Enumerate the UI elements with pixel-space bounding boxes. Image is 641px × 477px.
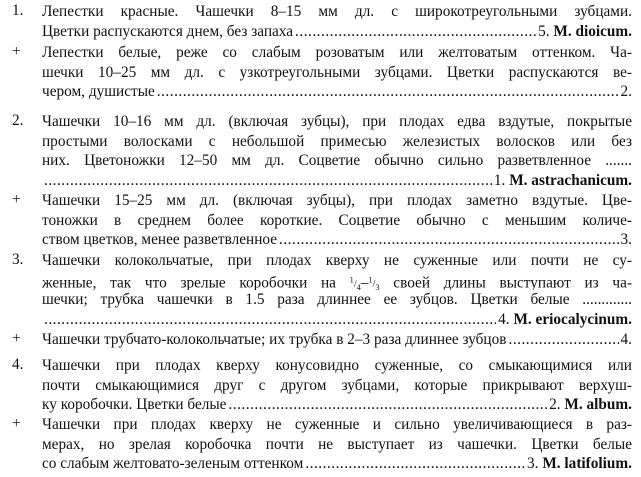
leader-dots <box>509 330 619 350</box>
entry-text-line: Чашечки при плодах кверху конусовидно суженные, со смыкающимися или <box>42 357 632 374</box>
entry-text-tail: со слабым желтовато-зеленым оттенком <box>42 455 304 472</box>
entry-text-line: шечки; трубка чашечки в 1.5 раза длиннее ее зубцов. Цветки белые ............. <box>42 291 632 308</box>
entry-lead-line <box>42 310 632 330</box>
entry-alternative-mark: + <box>12 330 21 347</box>
leader-dots <box>44 171 492 191</box>
leader-dots <box>44 310 496 330</box>
species-name: M. album. <box>564 396 632 413</box>
entry-reference <box>621 82 632 102</box>
entry-text-tail: чером, душистые <box>42 83 155 100</box>
entry-lead-line <box>42 395 632 415</box>
species-name: M. dioicum. <box>553 22 632 40</box>
entry-text-line: Лепестки белые, реже со слабым розоватым или желтоватым оттенком. Ча- <box>42 44 632 61</box>
entry-text-line: них. Цветоножки 12–50 мм дл. Соцветие обычно сильно разветвленное ....... <box>42 152 632 169</box>
leader-dots <box>157 82 619 102</box>
entry-text-line: почти смыкающимися друг с другом зубцами, которые прикрывают верхуш- <box>42 376 632 394</box>
entry-text-line: Чашечки 10–16 мм дл. (включая зубцы), при плодах едва вздутые, покрытые <box>42 113 632 130</box>
fraction-one-third: $^1/_3$ <box>368 275 380 290</box>
entry-reference <box>494 171 632 191</box>
entry-alternative-mark: + <box>12 415 21 432</box>
entry-number: 1. <box>12 2 24 19</box>
entry-text-tail: Чашечки трубчато-колокольчатые; их трубка в 2–3 раза длиннее зубцов <box>42 331 507 348</box>
entry-text-tail: ством цветков, менее разветвленное <box>42 231 278 248</box>
species-name: M. eriocalycinum. <box>513 310 632 328</box>
reference-number: 3. <box>620 231 632 248</box>
entry-text-line: тоножки в среднем более короткие. Соцветие обычно с меньшим количе- <box>42 211 632 229</box>
entry-text-line: Чашечки 15–25 мм дл. (включая зубцы), при плодах заметно вздутые. Цве- <box>42 192 632 209</box>
reference-number: 2. <box>549 396 561 413</box>
entry-lead-line <box>42 230 632 250</box>
entry-lead-line <box>42 171 632 191</box>
entry-alternative-mark: + <box>12 43 21 60</box>
leader-dots <box>279 230 619 250</box>
reference-number: 4. <box>498 310 510 328</box>
entry-lead-line <box>42 22 632 42</box>
entry-reference <box>498 310 632 330</box>
entry-text-line: простыми волосками с небольшой примесью железистых волосков или без <box>42 132 632 150</box>
leader-dots <box>305 454 525 474</box>
species-name: M. astrachanicum. <box>509 171 632 189</box>
reference-number: 3. <box>527 455 539 472</box>
entry-reference <box>549 395 632 415</box>
entry-text-line: мерах, но зрелая коробочка почти не выступает из чашечки. Цветки белые <box>42 435 632 453</box>
reference-number: 4. <box>620 331 632 348</box>
entry-text-tail: Цветки распускаются днем, без запаха <box>42 22 294 40</box>
entry-alternative-mark: + <box>12 191 21 208</box>
leader-dots <box>228 395 547 415</box>
reference-number: 5. <box>538 22 550 40</box>
entry-text-line-fraction: женные, так что зрелые коробочки на $^1/_4-^1/_3$ своей длины выступают из ча- <box>42 273 632 290</box>
species-name: M. latifolium. <box>542 455 632 472</box>
entry-text-line: Чашечки колокольчатые, при плодах кверху не суженные или почти не су- <box>42 252 632 269</box>
fraction-one-quarter: $^1/_4$ <box>349 275 361 290</box>
entry-reference <box>621 330 632 350</box>
reference-number: 2. <box>620 83 632 100</box>
entry-text-line: шечки 10–25 мм дл. с узкотреугольными зубцами. Цветки распускаются ве- <box>42 63 632 81</box>
entry-lead-line <box>42 454 632 474</box>
entry-text-tail: ку коробочки. Цветки белые <box>42 396 227 413</box>
entry-number: 2. <box>12 112 24 129</box>
reference-number: 1. <box>493 171 506 189</box>
entry-reference <box>621 230 632 250</box>
entry-reference <box>527 454 632 474</box>
entry-text-line: Лепестки красные. Чашечки 8–15 мм дл. с широкотреугольными зубцами. <box>42 3 632 20</box>
entry-text-line: Чашечки при плодах кверху не суженные и сильно увеличивающиеся в раз- <box>42 416 632 433</box>
entry-lead-line <box>42 82 632 102</box>
entry-reference <box>538 22 632 42</box>
entry-number: 4. <box>12 356 24 373</box>
leader-dots <box>295 22 536 42</box>
entry-number: 3. <box>12 251 24 268</box>
entry-lead-line <box>42 330 632 350</box>
